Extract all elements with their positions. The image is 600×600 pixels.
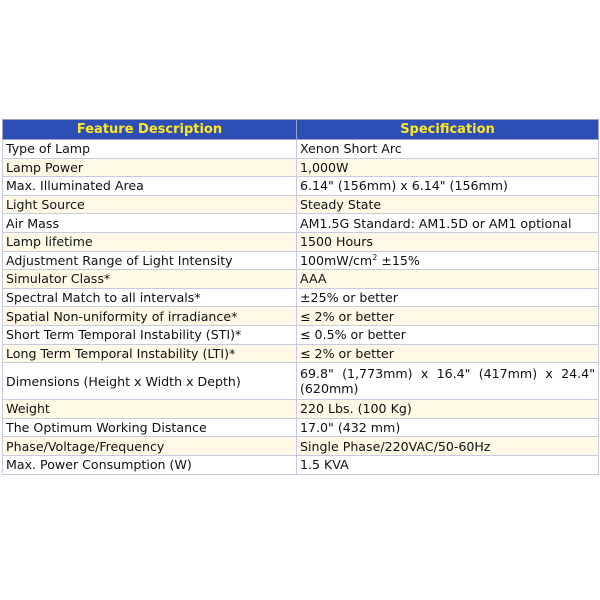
- spec-cell: 220 Lbs. (100 Kg): [297, 400, 599, 419]
- spec-cell: AAA: [297, 270, 599, 289]
- spec-cell: 1.5 KVA: [297, 455, 599, 474]
- spec-cell: Xenon Short Arc: [297, 140, 599, 159]
- table-row: [3, 177, 599, 196]
- table-header-row: [3, 120, 599, 140]
- table-row: [3, 307, 599, 326]
- feature-cell: Air Mass: [3, 214, 297, 233]
- feature-cell: Max. Illuminated Area: [3, 177, 297, 196]
- table-row: [3, 418, 599, 437]
- spec-superscript: 2: [372, 252, 378, 262]
- feature-cell: Lamp Power: [3, 158, 297, 177]
- feature-cell: Max. Power Consumption (W): [3, 455, 297, 474]
- table-row: [3, 251, 599, 270]
- table-row: [3, 270, 599, 289]
- table-row: [3, 195, 599, 214]
- feature-cell: Short Term Temporal Instability (STI)*: [3, 325, 297, 344]
- table-row: [3, 232, 599, 251]
- spec-cell: AM1.5G Standard: AM1.5D or AM1 optional: [297, 214, 599, 233]
- spec-cell: 1,000W: [297, 158, 599, 177]
- feature-cell: Weight: [3, 400, 297, 419]
- feature-cell: Type of Lamp: [3, 140, 297, 159]
- table-row: [3, 400, 599, 419]
- table-row: [3, 363, 599, 400]
- table-row: [3, 214, 599, 233]
- feature-cell: Spectral Match to all intervals*: [3, 288, 297, 307]
- table-row: [3, 288, 599, 307]
- spec-cell: 1500 Hours: [297, 232, 599, 251]
- spec-cell: ≤ 2% or better: [297, 344, 599, 363]
- spec-cell: Single Phase/220VAC/50-60Hz: [297, 437, 599, 456]
- table-row: [3, 158, 599, 177]
- table-row: [3, 140, 599, 159]
- table-row: [3, 325, 599, 344]
- spec-table-container: [2, 119, 598, 475]
- specification-table: [2, 119, 599, 475]
- feature-cell: Phase/Voltage/Frequency: [3, 437, 297, 456]
- header-specification: Specification: [297, 120, 599, 140]
- spec-value: 100mW/cm: [300, 252, 373, 268]
- spec-cell: ±25% or better: [297, 288, 599, 307]
- spec-cell: 6.14" (156mm) x 6.14" (156mm): [297, 177, 599, 196]
- spec-cell: [297, 251, 599, 270]
- feature-cell: Long Term Temporal Instability (LTI)*: [3, 344, 297, 363]
- feature-cell: The Optimum Working Distance: [3, 418, 297, 437]
- spec-cell: Steady State: [297, 195, 599, 214]
- feature-cell: Adjustment Range of Light Intensity: [3, 251, 297, 270]
- feature-cell: Light Source: [3, 195, 297, 214]
- feature-cell: Dimensions (Height x Width x Depth): [3, 363, 297, 400]
- spec-cell: 69.8" (1,773mm) x 16.4" (417mm) x 24.4" (620mm): [297, 363, 599, 400]
- feature-cell: Simulator Class*: [3, 270, 297, 289]
- table-row: [3, 344, 599, 363]
- table-row: [3, 455, 599, 474]
- spec-cell: ≤ 2% or better: [297, 307, 599, 326]
- table-body: [3, 140, 599, 475]
- table-row: [3, 437, 599, 456]
- spec-suffix: ±15%: [377, 252, 420, 268]
- spec-cell: ≤ 0.5% or better: [297, 325, 599, 344]
- feature-cell: Lamp lifetime: [3, 232, 297, 251]
- feature-cell: Spatial Non-uniformity of irradiance*: [3, 307, 297, 326]
- header-feature-description: Feature Description: [3, 120, 297, 140]
- spec-cell: 17.0" (432 mm): [297, 418, 599, 437]
